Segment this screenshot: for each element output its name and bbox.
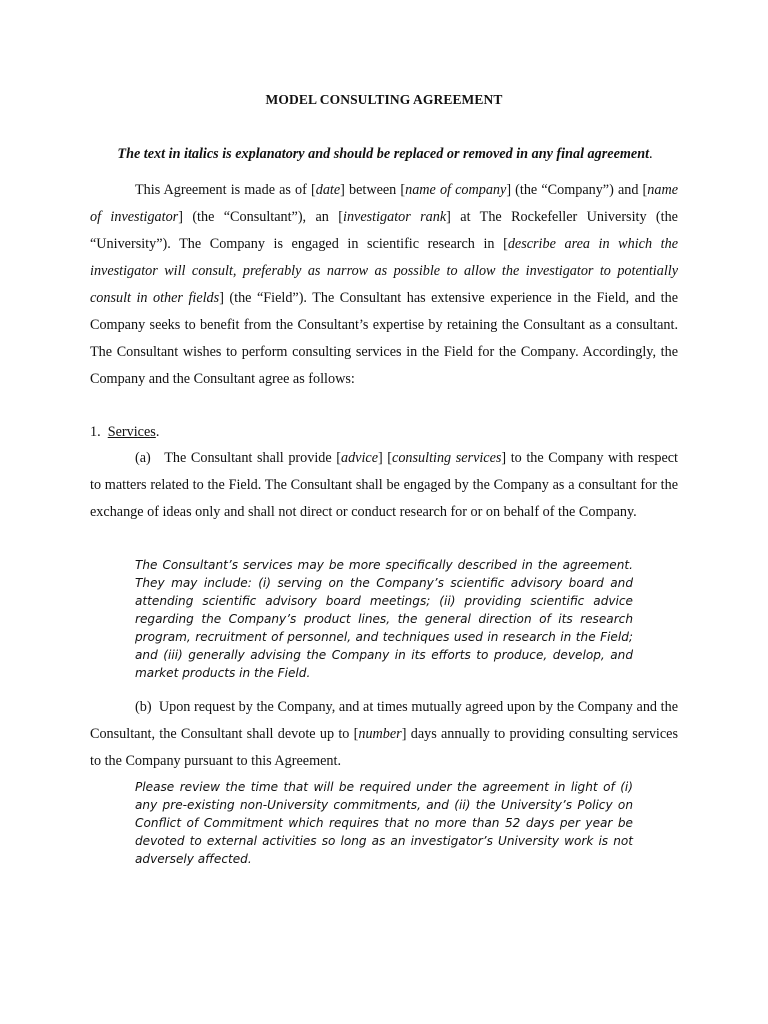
placeholder-advice: advice [340,450,378,466]
lead-note-text: The text in italics is explanatory and should be replaced or removed in any final agreement [117,146,650,162]
intro-text: ] between [ [340,182,406,198]
clause-text: Upon request by the Company, and at times mutually agreed upon by the Company and the Consultant, the Consultant shall devote up to [ [90,699,679,742]
lead-note-period: . [649,146,653,162]
intro-text: ] (the “Consultant”), an [ [178,209,343,225]
section-heading-services [90,422,159,442]
document-title: MODEL CONSULTING AGREEMENT [265,92,503,107]
explanatory-note-b: Please review the time that will be required under the agreement in light of (i) any pre-existing non-University commitments, and (ii) the University’s Policy on Conflict of Commitment which requires that no more than 52 days per year be devoted to external activities so long as an investigator’s University work is not adversely affected. [135,780,633,866]
clause-text: ] to the Company with respect to matters related to the Field. The Consultant shall be engaged by the Company as a consultant for the exchange of ideas only and shall not direct or conduct research for or on behalf of the Company. [90,450,678,520]
clause-a [90,445,678,526]
placeholder-date: date [315,182,341,198]
section-title-period: . [155,424,160,440]
intro-text: This Agreement is made as of [ [135,182,316,198]
explanatory-lead-note [90,146,680,163]
clause-text: The Consultant shall provide [ [164,450,341,466]
placeholder-company: name of company [405,182,507,198]
intro-paragraph [90,177,678,393]
section-number: 1. [90,424,101,440]
placeholder-field-area: describe area in which the investigator will consult, preferably as narrow as possible to allow the investigator to potentially consult in other fields [90,236,678,306]
clause-b [90,694,678,775]
clause-label: (a) [135,450,151,466]
explanatory-note-a: The Consultant’s services may be more specifically described in the agreement. They may include: (i) serving on the Company’s scientific advisory board and attending scientific advisory board meetings; (ii) providing scientific advice regarding the Company’s product lines, the general direction of its research program, recruitment of personnel, and techniques used in research in the Field; and (iii) generally advising the Company in its efforts to produce, develop, and market products in the Field. [135,558,633,680]
section-title: Services [107,424,156,440]
clause-label: (b) [135,699,152,715]
intro-text: ] at The Rockefeller University (the “University”). The Company is engaged in scientific research in [ [90,209,678,252]
placeholder-services: consulting services [392,450,502,466]
placeholder-investigator: name of investigator [90,182,679,225]
placeholder-rank: investigator rank [343,209,447,225]
intro-text: ] (the “Company”) and [ [506,182,648,198]
clause-text: ] days annually to providing consulting services to the Company pursuant to this Agreement. [90,726,678,769]
placeholder-number: number [358,726,402,742]
clause-text: ] [ [378,450,393,466]
intro-text: ] (the “Field”). The Consultant has extensive experience in the Field, and the Company seeks to benefit from the Consultant’s expertise by retaining the Consultant as a consultant. The Consultant wishes to perform consulting services in the Field for the Company. Accordingly, the Company and the Consultant agree as follows: [90,290,678,387]
